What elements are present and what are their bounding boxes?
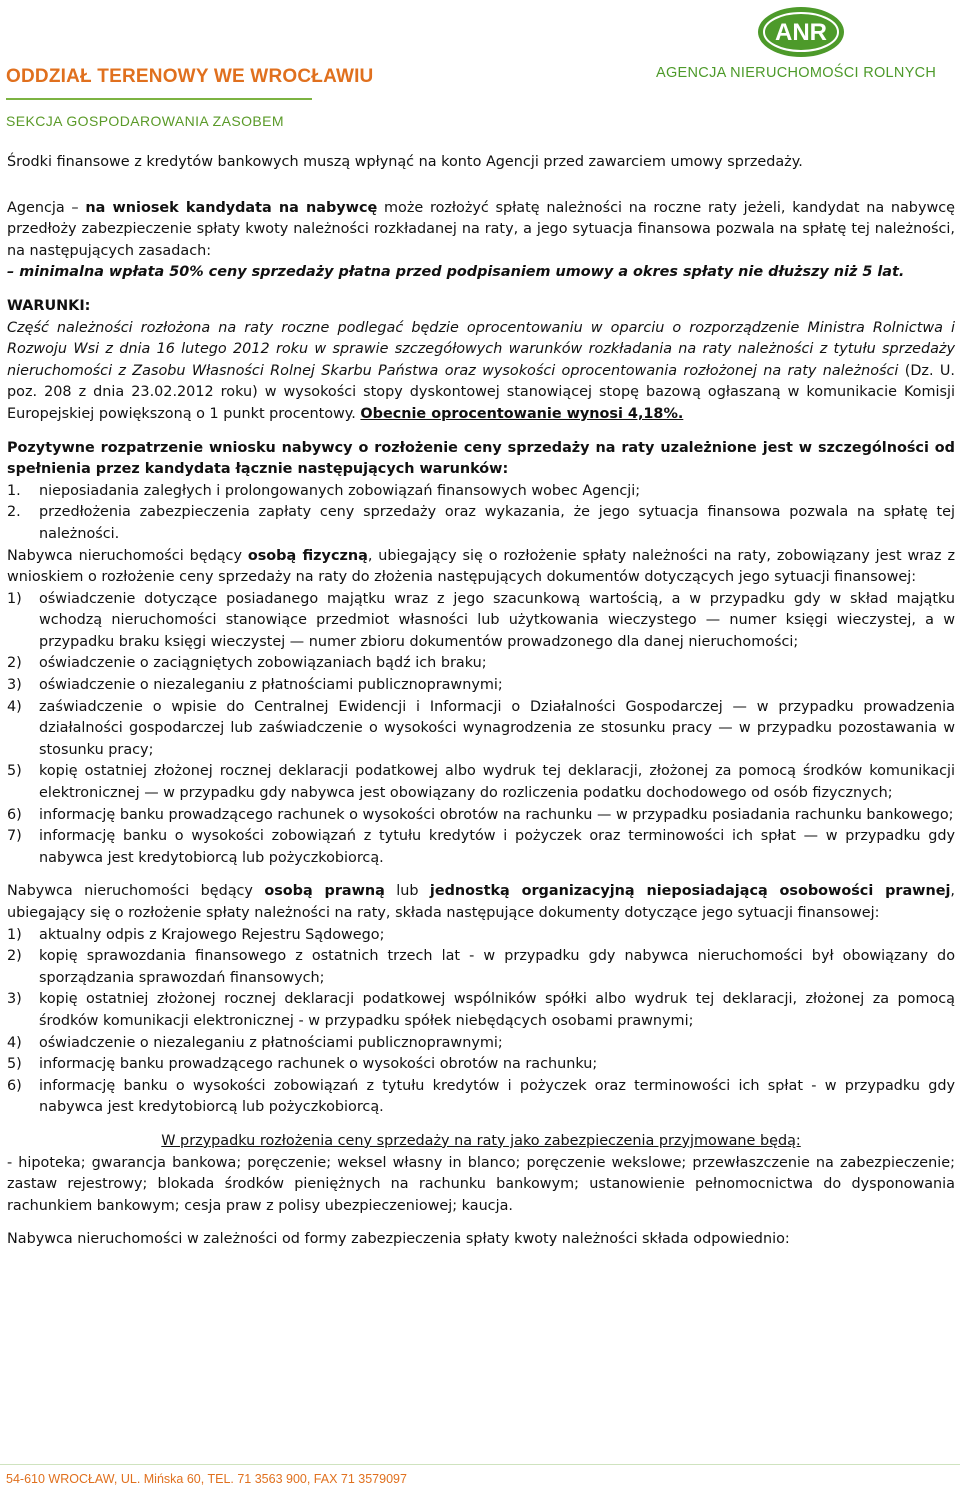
list-item: 4) zaświadczenie o wpisie do Centralnej Ewidencji i Informacji o Działalności Gospodarczej — w przypadku prowadzenia działalności gospodarczej lub zaświadczenie o wysokości wynagrodzenia ze stosunku pracy — w przypadku pozostawania w stosunku pracy; [7, 698, 955, 758]
security-heading: W przypadku rozłożenia ceny sprzedaży na raty jako zabezpieczenia przyjmowane będą: [161, 1132, 801, 1149]
installment-paragraph: Agencja – na wniosek kandydata na nabywcę może rozłożyć spłatę należności na roczne raty jeżeli, kandydat na nabywcę przedłoży zabezpieczenie spłaty kwoty należności rozkładanej na raty, a jego sytuacja finansowa pozwala na spłatę tej należności, na następujących zasadach: [7, 199, 955, 259]
installment-rule: – minimalna wpłata 50% ceny sprzedaży płatna przed podpisaniem umowy a okres spłaty nie dłuższy niż 5 lat. [7, 264, 905, 281]
security-text: - hipoteka; gwarancja bankowa; poręczenie; weksel własny in blanco; poręczenie wekslowe; przewłaszczenie na zabezpieczenie; zastaw rejestrowy; blokada środków pieniężnych na rachunku bankowym; ustanowienie pełnomocnictwa do dysponowania rachunkiem bankowym; cesja praw z polisy ubezpieczeniowej; kaucja. [7, 1154, 955, 1214]
list-item: 6) informację banku o wysokości zobowiązań z tytułu kredytów i pożyczek oraz terminowości ich spłat - w przypadku gdy nabywca jest kredytobiorcą lub pożyczkobiorcą. [7, 1077, 955, 1116]
page-header [0, 0, 960, 140]
office-section: SEKCJA GOSPODAROWANIA ZASOBEM [6, 113, 284, 129]
list-item: 1) aktualny odpis z Krajowego Rejestru Sądowego; [7, 926, 385, 943]
list-item: 2) kopię sprawozdania finansowego z ostatnich trzech lat - w przypadku gdy nabywca nieruchomości był obowiązany do sporządzania sprawozdań finansowych; [7, 948, 955, 986]
list-item: 1. nieposiadania zaległych i prolongowanych zobowiązań finansowych wobec Agencji; [7, 482, 641, 499]
list-item: 2. przedłożenia zabezpieczenia zapłaty ceny sprzedaży oraz wykazania, że jego sytuacja finansowa pozwala na spłatę tej należności. [7, 504, 955, 542]
list-item: 5) informację banku prowadzącego rachunek o wysokości obrotów na rachunku; [7, 1056, 598, 1073]
anr-logo [756, 5, 846, 59]
warunki-heading: WARUNKI: [7, 297, 91, 314]
warunki-text: Część należności rozłożona na raty roczne podlegać będzie oprocentowaniu w oparciu o rozporządzenie Ministra Rolnictwa i Rozwoju Wsi z dnia 16 lutego 2012 roku w sprawie szczegółowych warunków rozkładania na raty należności z tytułu sprzedaży nieruchomości z Zasobu Własności Rolnej Skarbu Państwa oraz wysokości oprocentowania rozłożonej na raty należności (Dz. U. poz. 208 z dnia 23.02.2012 roku) w wysokości stopy dyskontowej stanowiącej stopę bazową ogłaszaną w komunikacie Komisji Europejskiej powiększoną o 1 punkt procentowy. Obecnie oprocentowanie wynosi 4,18%. [7, 319, 955, 422]
current-interest-rate: Obecnie oprocentowanie wynosi 4,18%. [360, 405, 684, 422]
physical-person-paragraph: Nabywca nieruchomości będący osobą fizyczną, ubiegający się o rozłożenie spłaty należności na raty, zobowiązany jest wraz z wnioskiem o rozłożenie ceny sprzedaży na raty do złożenia następujących dokumentów dotyczących jego sytuacji finansowej: [7, 547, 955, 586]
list-item: 5) kopię ostatniej złożonej rocznej deklaracji podatkowej albo wydruk tej deklaracji, złożonej za pomocą środków komunikacji elektronicznej — w przypadku gdy nabywca jest obowiązany do rozliczenia podatku dochodowego od osób fizycznych; [7, 763, 955, 802]
list-item: 3) kopię ostatniej złożonej rocznej deklaracji podatkowej wspólników spółki albo wydruk tej deklaracji, złożonej za pomocą środków komunikacji elektronicznej - w przypadku spółek niebędących osobami prawnymi; [7, 991, 955, 1029]
office-title: ODDZIAŁ TERENOWY WE WROCŁAWIU [6, 66, 374, 87]
list-item: 2) oświadczenie o zaciągniętych zobowiązaniach bądź ich braku; [7, 655, 487, 672]
logo-text: ANR [775, 19, 827, 46]
positive-heading: Pozytywne rozpatrzenie wniosku nabywcy o rozłożenie ceny sprzedaży na raty uzależnione jest w szczególności od spełnienia przez kandydata łącznie następujących warunków: [7, 439, 955, 478]
document-body [7, 152, 955, 1251]
legal-person-paragraph: Nabywca nieruchomości będący osobą prawną lub jednostką organizacyjną nieposiadającą osobowości prawnej, ubiegający się o rozłożenie spłaty należności na raty, składa następujące dokumenty dotyczące jego sytuacji finansowej: [7, 883, 955, 921]
footer-divider [0, 1464, 960, 1465]
closing-text: Nabywca nieruchomości w zależności od formy zabezpieczenia spłaty kwoty należności składa odpowiednio: [7, 1231, 790, 1248]
list-item: 1) oświadczenie dotyczące posiadanego majątku wraz z jego szacunkową wartością, a w przypadku gdy w skład majątku wchodzą nieruchomości stanowiące przedmiot własności lub użytkowania wieczystego — numer księgi wieczystej, a w przypadku braku księgi wieczystej — numer zbioru dokumentów prowadzonego dla danej nieruchomości; [7, 590, 955, 650]
list-item: 6) informację banku prowadzącego rachunek o wysokości obrotów na rachunku — w przypadku posiadania rachunku bankowego; [7, 806, 954, 823]
agency-name: AGENCJA NIERUCHOMOŚCI ROLNYCH [656, 65, 937, 81]
list-item: 3) oświadczenie o niezaleganiu z płatnościami publicznoprawnymi; [7, 677, 503, 694]
list-item: 7) informację banku o wysokości zobowiązań z tytułu kredytów i pożyczek oraz terminowości ich spłat — w przypadku gdy nabywca jest kredytobiorcą lub pożyczkobiorcą. [7, 828, 955, 866]
header-divider [6, 98, 312, 100]
footer-address: 54-610 WROCŁAW, UL. Mińska 60, TEL. 71 3563 900, FAX 71 3579097 [6, 1472, 407, 1486]
intro-text: Środki finansowe z kredytów bankowych muszą wpłynąć na konto Agencji przed zawarciem umowy sprzedaży. [7, 154, 803, 170]
list-item: 4) oświadczenie o niezaleganiu z płatnościami publicznoprawnymi; [7, 1034, 503, 1051]
